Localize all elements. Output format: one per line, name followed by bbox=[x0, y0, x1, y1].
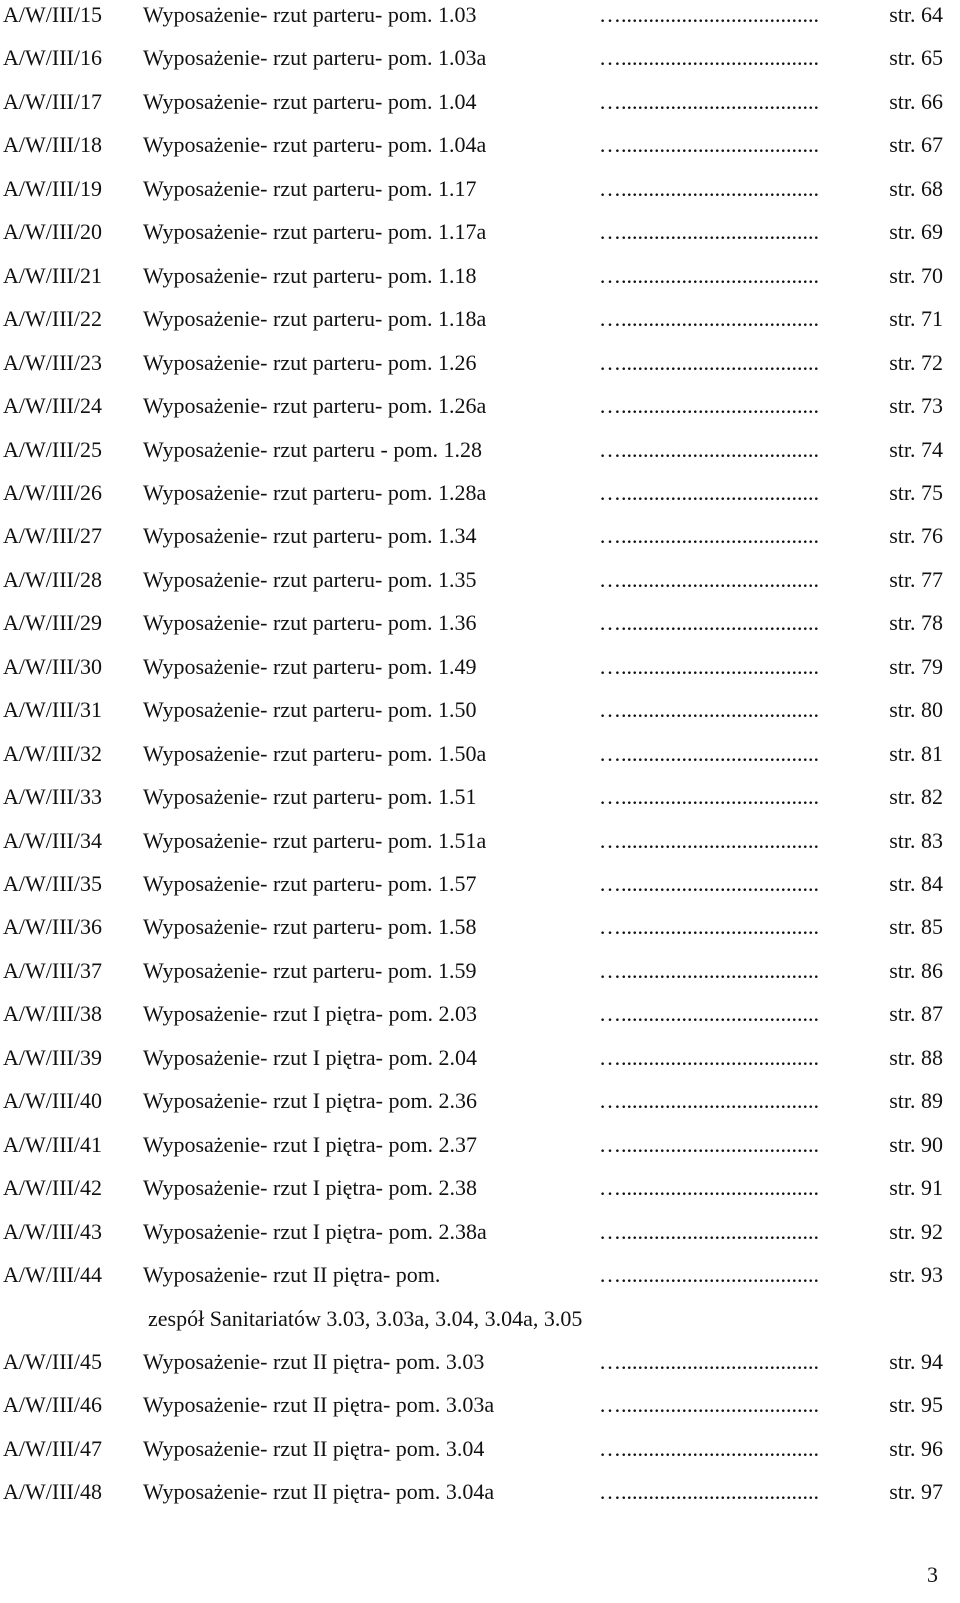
toc-entry bbox=[3, 212, 943, 252]
toc-entry-code: A/W/III/22 bbox=[3, 306, 102, 332]
toc-entry-leader: ….................................... bbox=[599, 1218, 819, 1244]
toc-entry-title: Wyposażenie- rzut parteru- pom. 1.04a bbox=[143, 132, 487, 158]
toc-entry-page: str. 77 bbox=[889, 566, 943, 592]
toc-entry-leader: ….................................... bbox=[599, 610, 819, 636]
toc-entry-leader: ….................................... bbox=[599, 784, 819, 810]
toc-entry-page: str. 75 bbox=[889, 479, 943, 505]
toc-entry-code: A/W/III/30 bbox=[3, 653, 102, 679]
toc-entry-continuation: zespół Sanitariatów 3.03, 3.03a, 3.04, 3.04a, 3.05 bbox=[148, 1306, 583, 1331]
toc-entry bbox=[3, 169, 943, 209]
toc-entry-page: str. 94 bbox=[889, 1348, 943, 1374]
toc-entry-leader: ….................................... bbox=[599, 1262, 819, 1288]
toc-entry-code: A/W/III/43 bbox=[3, 1218, 102, 1244]
toc-entry-code: A/W/III/38 bbox=[3, 1001, 102, 1027]
toc-entry-leader: ….................................... bbox=[599, 914, 819, 940]
toc-entry-code: A/W/III/36 bbox=[3, 914, 102, 940]
toc-entry-title: Wyposażenie- rzut parteru- pom. 1.28a bbox=[143, 479, 487, 505]
toc-entry-leader: ….................................... bbox=[599, 2, 819, 27]
toc-entry bbox=[3, 1472, 943, 1512]
toc-entry bbox=[3, 299, 943, 339]
toc-entry-title: Wyposażenie- rzut parteru- pom. 1.18 bbox=[143, 262, 477, 288]
toc-entry bbox=[3, 1081, 943, 1121]
toc-entry-title: Wyposażenie- rzut parteru- pom. 1.03a bbox=[143, 45, 487, 71]
toc-entry-page: str. 85 bbox=[889, 914, 943, 940]
toc-entry bbox=[3, 994, 943, 1034]
toc-entry-code: A/W/III/35 bbox=[3, 871, 102, 896]
toc-entry-page: str. 73 bbox=[889, 393, 943, 419]
toc-entry-page: str. 72 bbox=[889, 349, 943, 375]
toc-entry-leader: ….................................... bbox=[599, 697, 819, 723]
toc-entry bbox=[3, 82, 943, 122]
toc-entry-title: Wyposażenie- rzut parteru- pom. 1.18a bbox=[143, 306, 487, 332]
toc-entry-title: Wyposażenie- rzut parteru- pom. 1.57 bbox=[143, 871, 477, 896]
toc-entry-code: A/W/III/27 bbox=[3, 523, 102, 549]
toc-entry bbox=[3, 951, 943, 991]
toc-entry-title: Wyposażenie- rzut II piętra- pom. 3.04a bbox=[143, 1479, 495, 1505]
toc-entry-page: str. 66 bbox=[889, 88, 943, 114]
toc-entry-page: str. 95 bbox=[889, 1392, 943, 1418]
toc-entry bbox=[3, 1255, 943, 1295]
toc-entry-code: A/W/III/29 bbox=[3, 610, 102, 636]
toc-entry-page: str. 65 bbox=[889, 45, 943, 71]
toc-entry-page: str. 92 bbox=[889, 1218, 943, 1244]
toc-entry-page: str. 79 bbox=[889, 653, 943, 679]
toc-entry bbox=[3, 125, 943, 165]
toc-entry-code: A/W/III/16 bbox=[3, 45, 102, 71]
toc-entry-code: A/W/III/24 bbox=[3, 393, 102, 419]
toc-entry-leader: ….................................... bbox=[599, 653, 819, 679]
page-number: 3 bbox=[927, 1562, 938, 1587]
toc-entry-leader: ….................................... bbox=[599, 436, 819, 462]
toc-entry-title: Wyposażenie- rzut II piętra- pom. 3.03 bbox=[143, 1348, 485, 1374]
toc-entry-code: A/W/III/25 bbox=[3, 436, 102, 462]
toc-entry-title: Wyposażenie- rzut parteru- pom. 1.59 bbox=[143, 957, 477, 983]
toc-entry-code: A/W/III/40 bbox=[3, 1088, 102, 1114]
toc-entry-code: A/W/III/31 bbox=[3, 697, 102, 723]
toc-entry-code: A/W/III/47 bbox=[3, 1435, 102, 1461]
toc-entry-leader: ….................................... bbox=[599, 1044, 819, 1070]
toc-entry-page: str. 86 bbox=[889, 957, 943, 983]
toc-entry-code: A/W/III/32 bbox=[3, 740, 102, 766]
toc-entry-title: Wyposażenie- rzut II piętra- pom. 3.03a bbox=[143, 1392, 495, 1418]
toc-entry bbox=[3, 821, 943, 861]
toc-entry-title: Wyposażenie- rzut parteru- pom. 1.35 bbox=[143, 566, 477, 592]
toc-entry-title: Wyposażenie- rzut parteru- pom. 1.49 bbox=[143, 653, 477, 679]
toc-entry-title: Wyposażenie- rzut parteru- pom. 1.03 bbox=[143, 2, 477, 27]
toc-entry-page: str. 91 bbox=[889, 1175, 943, 1201]
toc-entry-code: A/W/III/23 bbox=[3, 349, 102, 375]
toc-entry-title: Wyposażenie- rzut parteru - pom. 1.28 bbox=[143, 436, 482, 462]
toc-entry-title: Wyposażenie- rzut II piętra- pom. 3.04 bbox=[143, 1435, 485, 1461]
toc-entry-leader: ….................................... bbox=[599, 1001, 819, 1027]
toc-entry-code: A/W/III/26 bbox=[3, 479, 102, 505]
toc-entry-title: Wyposażenie- rzut I piętra- pom. 2.04 bbox=[143, 1044, 478, 1070]
toc-entry bbox=[3, 386, 943, 426]
toc-entry bbox=[3, 38, 943, 78]
toc-entry-leader: ….................................... bbox=[599, 871, 819, 896]
toc-entry-title: Wyposażenie- rzut parteru- pom. 1.17a bbox=[143, 219, 487, 245]
toc-entry-leader: ….................................... bbox=[599, 132, 819, 158]
toc-entry-page: str. 88 bbox=[889, 1044, 943, 1070]
toc-entry-code: A/W/III/44 bbox=[3, 1262, 102, 1288]
toc-entry-leader: ….................................... bbox=[599, 1088, 819, 1114]
toc-entry-leader: ….................................... bbox=[599, 175, 819, 201]
toc-entry-title: Wyposażenie- rzut I piętra- pom. 2.38 bbox=[143, 1175, 478, 1201]
toc-entry-leader: ….................................... bbox=[599, 1392, 819, 1418]
toc-entry-leader: ….................................... bbox=[599, 957, 819, 983]
toc-entry-code: A/W/III/39 bbox=[3, 1044, 102, 1070]
toc-entry-code: A/W/III/28 bbox=[3, 566, 102, 592]
toc-entry-code: A/W/III/20 bbox=[3, 219, 102, 245]
toc-entry-leader: ….................................... bbox=[599, 1479, 819, 1505]
toc-entry-page: str. 96 bbox=[889, 1435, 943, 1461]
toc-entry-title: Wyposażenie- rzut II piętra- pom. bbox=[143, 1262, 441, 1288]
toc-entry-page: str. 76 bbox=[889, 523, 943, 549]
toc-entry-code: A/W/III/46 bbox=[3, 1392, 102, 1418]
toc-entry bbox=[3, 907, 943, 947]
toc-entry-title: Wyposażenie- rzut parteru- pom. 1.51 bbox=[143, 784, 477, 810]
toc-entry-page: str. 82 bbox=[889, 784, 943, 810]
toc-entry-leader: ….................................... bbox=[599, 349, 819, 375]
toc-entry bbox=[3, 1212, 943, 1252]
toc-entry bbox=[3, 1125, 943, 1165]
toc-entry-code: A/W/III/45 bbox=[3, 1348, 102, 1374]
toc-entry bbox=[3, 473, 943, 513]
toc-entry-code: A/W/III/19 bbox=[3, 175, 102, 201]
toc-entry bbox=[3, 603, 943, 643]
toc-entry-code: A/W/III/42 bbox=[3, 1175, 102, 1201]
toc-entry-page: str. 81 bbox=[889, 740, 943, 766]
toc-entry bbox=[3, 560, 943, 600]
toc-entry-leader: ….................................... bbox=[599, 88, 819, 114]
toc-entry-title: Wyposażenie- rzut parteru- pom. 1.51a bbox=[143, 827, 487, 853]
toc-entry-title: Wyposażenie- rzut parteru- pom. 1.34 bbox=[143, 523, 477, 549]
toc-entry-title: Wyposażenie- rzut parteru- pom. 1.36 bbox=[143, 610, 477, 636]
toc-entry-code: A/W/III/21 bbox=[3, 262, 102, 288]
toc-entry-page: str. 68 bbox=[889, 175, 943, 201]
toc-entry bbox=[3, 430, 943, 470]
toc-entry bbox=[3, 516, 943, 556]
toc-entry-page: str. 70 bbox=[889, 262, 943, 288]
toc-entry-code: A/W/III/41 bbox=[3, 1131, 102, 1157]
toc-entry-leader: ….................................... bbox=[599, 306, 819, 332]
toc-entry-code: A/W/III/33 bbox=[3, 784, 102, 810]
toc-entry-title: Wyposażenie- rzut parteru- pom. 1.26a bbox=[143, 393, 487, 419]
toc-entry bbox=[3, 0, 943, 35]
toc-entry-code: A/W/III/48 bbox=[3, 1479, 102, 1505]
toc-entry-page: str. 64 bbox=[889, 2, 943, 27]
toc-entry-title: Wyposażenie- rzut parteru- pom. 1.26 bbox=[143, 349, 477, 375]
toc-entry-page: str. 97 bbox=[889, 1479, 943, 1505]
toc-entry-leader: ….................................... bbox=[599, 219, 819, 245]
toc-entry-title: Wyposażenie- rzut parteru- pom. 1.04 bbox=[143, 88, 477, 114]
toc-entry bbox=[3, 1168, 943, 1208]
toc-entry-title: Wyposażenie- rzut parteru- pom. 1.50 bbox=[143, 697, 477, 723]
toc-entry bbox=[3, 1429, 943, 1469]
toc-entry-page: str. 89 bbox=[889, 1088, 943, 1114]
toc-entry-title: Wyposażenie- rzut parteru- pom. 1.17 bbox=[143, 175, 477, 201]
toc-entry-leader: ….................................... bbox=[599, 1348, 819, 1374]
toc-entry-leader: ….................................... bbox=[599, 45, 819, 71]
toc-entry-page: str. 87 bbox=[889, 1001, 943, 1027]
toc-entry-leader: ….................................... bbox=[599, 827, 819, 853]
toc-entry-leader: ….................................... bbox=[599, 566, 819, 592]
toc-entry-page: str. 67 bbox=[889, 132, 943, 158]
toc-entry-title: Wyposażenie- rzut I piętra- pom. 2.36 bbox=[143, 1088, 478, 1114]
toc-entry-page: str. 69 bbox=[889, 219, 943, 245]
toc-entry-page: str. 83 bbox=[889, 827, 943, 853]
toc-entry bbox=[3, 690, 943, 730]
toc-entry-code: A/W/III/34 bbox=[3, 827, 102, 853]
toc-entry-page: str. 84 bbox=[889, 871, 943, 896]
toc-entry-code: A/W/III/37 bbox=[3, 957, 102, 983]
toc-entry bbox=[3, 343, 943, 383]
toc-entry-title: Wyposażenie- rzut I piętra- pom. 2.03 bbox=[143, 1001, 478, 1027]
toc-entry bbox=[3, 1385, 943, 1425]
toc-entry-leader: ….................................... bbox=[599, 740, 819, 766]
toc-entry-page: str. 80 bbox=[889, 697, 943, 723]
toc-entry-code: A/W/III/17 bbox=[3, 88, 102, 114]
toc-entry-page: str. 90 bbox=[889, 1131, 943, 1157]
toc-entry-page: str. 71 bbox=[889, 306, 943, 332]
toc-entry-title: Wyposażenie- rzut I piętra- pom. 2.38a bbox=[143, 1218, 487, 1244]
toc-entry bbox=[3, 777, 943, 817]
toc-entry-title: Wyposażenie- rzut parteru- pom. 1.50a bbox=[143, 740, 487, 766]
toc-entry-code: A/W/III/18 bbox=[3, 132, 102, 158]
toc-entry-page: str. 74 bbox=[889, 436, 943, 462]
toc-entry-leader: ….................................... bbox=[599, 262, 819, 288]
toc-entry bbox=[3, 734, 943, 774]
toc-entry bbox=[3, 1038, 943, 1078]
toc-entry-page: str. 93 bbox=[889, 1262, 943, 1288]
toc-entry-title: Wyposażenie- rzut I piętra- pom. 2.37 bbox=[143, 1131, 478, 1157]
toc-entry-leader: ….................................... bbox=[599, 1175, 819, 1201]
toc-entry-leader: ….................................... bbox=[599, 393, 819, 419]
toc-entry-title: Wyposażenie- rzut parteru- pom. 1.58 bbox=[143, 914, 477, 940]
toc-entry-leader: ….................................... bbox=[599, 523, 819, 549]
toc-entry bbox=[3, 1342, 943, 1382]
toc-entry-code: A/W/III/15 bbox=[3, 2, 102, 27]
toc-entry bbox=[3, 864, 943, 904]
toc-entry bbox=[3, 256, 943, 296]
toc-entry-leader: ….................................... bbox=[599, 1131, 819, 1157]
toc-entry-leader: ….................................... bbox=[599, 479, 819, 505]
toc-entry bbox=[3, 647, 943, 687]
toc-entry-page: str. 78 bbox=[889, 610, 943, 636]
toc-entry-leader: ….................................... bbox=[599, 1435, 819, 1461]
